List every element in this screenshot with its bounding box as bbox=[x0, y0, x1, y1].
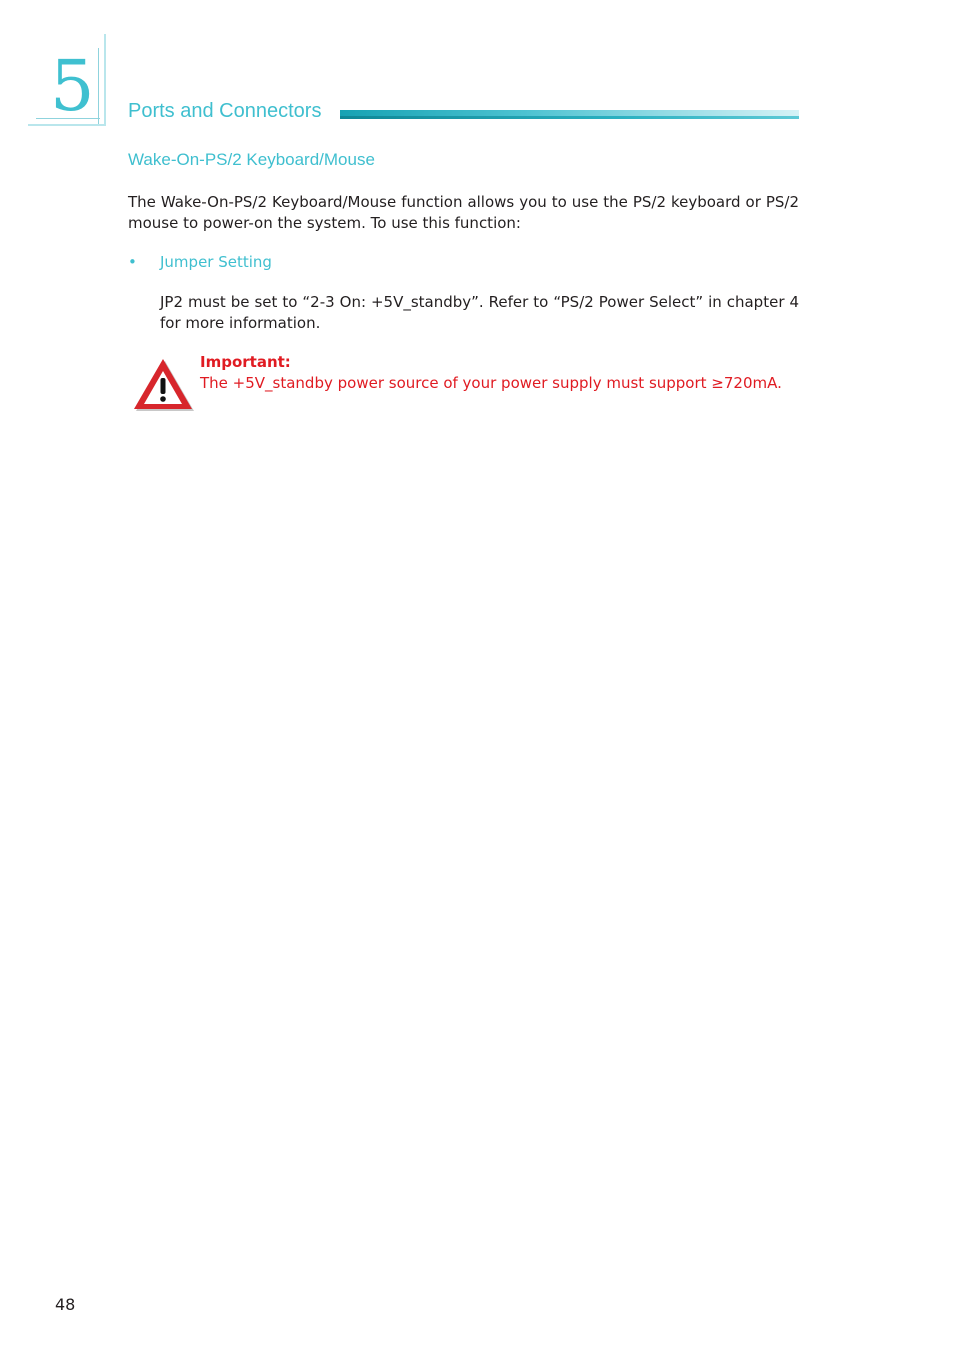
bullet-marker: • bbox=[128, 253, 137, 271]
chapter-title: Ports and Connectors bbox=[128, 100, 322, 122]
important-text: The +5V_standby power source of your power supply must support ≥720mA. bbox=[200, 374, 782, 392]
page-number: 48 bbox=[55, 1295, 76, 1314]
important-label: Important: bbox=[200, 353, 291, 371]
section-heading: Wake-On-PS/2 Keyboard/Mouse bbox=[128, 150, 375, 169]
intro-paragraph: The Wake-On-PS/2 Keyboard/Mouse function allows you to use the PS/2 keyboard or PS/2 mouse to power-on the system. To use this function: bbox=[128, 193, 799, 232]
title-decoration-bar-shade bbox=[340, 116, 799, 119]
chapter-box-border bbox=[98, 48, 99, 124]
chapter-box-border bbox=[104, 34, 106, 126]
warning-triangle-icon bbox=[132, 356, 194, 412]
jumper-paragraph: JP2 must be set to “2-3 On: +5V_standby”. Refer to “PS/2 Power Select” in chapter 4 for more information. bbox=[160, 293, 799, 332]
chapter-number-box bbox=[28, 34, 106, 126]
bullet-label: Jumper Setting bbox=[160, 253, 272, 271]
chapter-number: 5 bbox=[50, 45, 95, 127]
